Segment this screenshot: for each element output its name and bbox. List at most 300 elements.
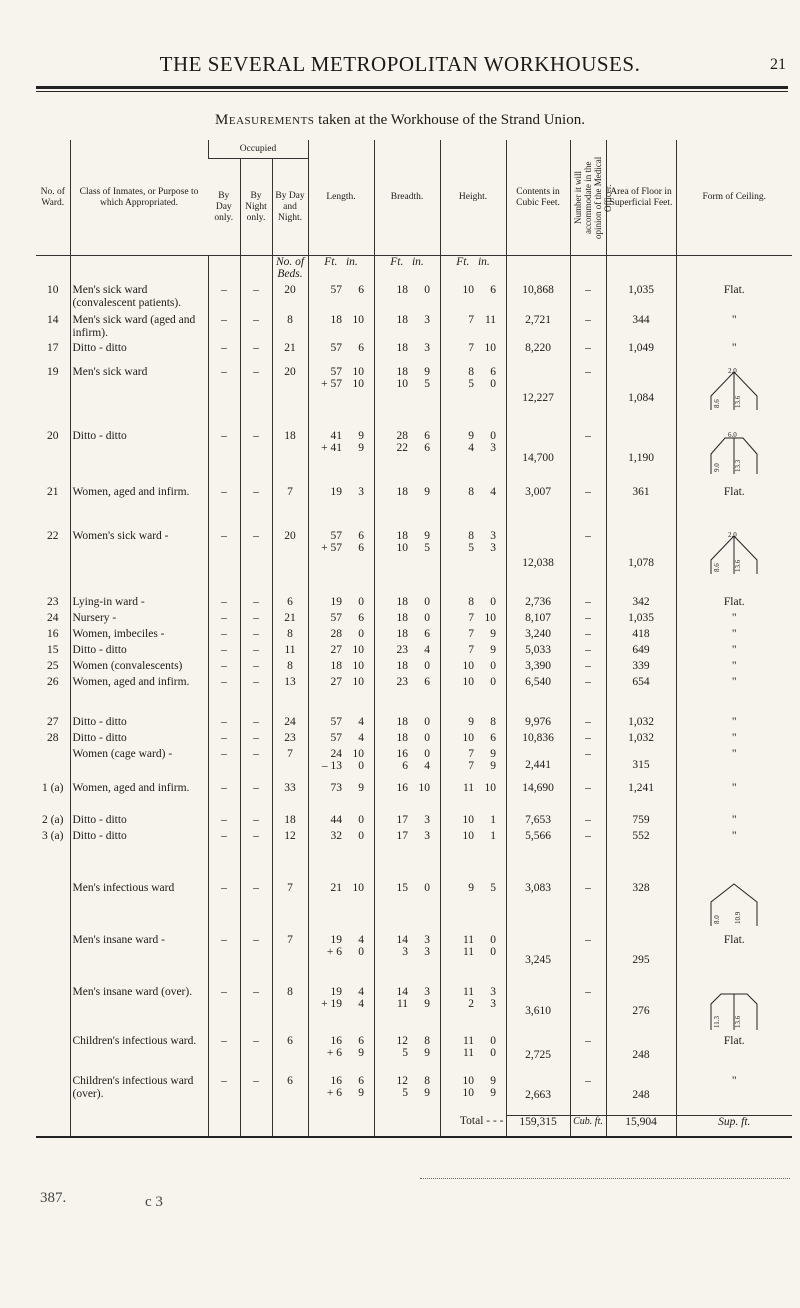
height-line — [443, 660, 504, 672]
length-line — [311, 542, 372, 554]
length — [308, 660, 374, 676]
height — [440, 830, 506, 882]
breadth-line — [377, 814, 438, 826]
footer-folio: 387. — [40, 1190, 67, 1206]
height-in: 9 — [490, 760, 497, 772]
accommodate-number: – — [570, 284, 606, 314]
floor-area: 248 — [606, 1035, 676, 1075]
ward-number — [36, 882, 70, 934]
caption-smallcaps: Measurements — [215, 112, 315, 128]
total-area: 15,904 — [606, 1115, 676, 1137]
breadth-ft: 14 — [396, 986, 409, 998]
length-in: 4 — [358, 732, 365, 744]
accommodate-number: – — [570, 1075, 606, 1115]
by-night: – — [240, 430, 272, 486]
length-line — [311, 760, 372, 772]
by-night: – — [240, 628, 272, 644]
by-day: – — [208, 676, 240, 716]
breadth-line — [377, 530, 438, 542]
by-night: – — [240, 1075, 272, 1115]
height-in: 3 — [490, 998, 497, 1010]
length — [308, 748, 374, 782]
length-ft: + 6 — [326, 946, 343, 958]
length-in: 6 — [358, 1075, 365, 1087]
height-in: 6 — [490, 732, 497, 744]
by-night: – — [240, 676, 272, 716]
breadth — [374, 644, 440, 660]
accommodate-number: – — [570, 716, 606, 732]
ward-number — [36, 1075, 70, 1115]
by-night: – — [240, 732, 272, 748]
breadth-ft: 18 — [396, 314, 409, 326]
length — [308, 430, 374, 486]
accommodate-number: – — [570, 986, 606, 1035]
height-in: 10 — [484, 342, 497, 354]
height-ft: 7 — [468, 612, 475, 624]
floor-area: 339 — [606, 660, 676, 676]
beds: 12 — [272, 830, 308, 882]
length-line — [311, 830, 372, 842]
by-night: – — [240, 748, 272, 782]
height-line — [443, 716, 504, 728]
beds: 7 — [272, 748, 308, 782]
figure-top-label: 2.0 — [728, 367, 738, 375]
height-line — [443, 612, 504, 624]
height-line — [443, 760, 504, 772]
col-area: Area of Floor in Superficial Feet. — [606, 140, 676, 256]
length — [308, 830, 374, 882]
height-line — [443, 596, 504, 608]
by-night: – — [240, 366, 272, 430]
length-line — [311, 986, 372, 998]
floor-area: 315 — [606, 748, 676, 782]
height — [440, 782, 506, 814]
breadth-line — [377, 1035, 438, 1047]
breadth-line — [377, 644, 438, 656]
breadth-in: 9 — [424, 366, 431, 378]
breadth-ft: 23 — [396, 676, 409, 688]
length-line — [311, 814, 372, 826]
height-in: 1 — [490, 830, 497, 842]
breadth-line — [377, 1075, 438, 1087]
table-row — [36, 1035, 792, 1075]
beds: 6 — [272, 596, 308, 612]
table-row — [36, 342, 792, 366]
breadth — [374, 716, 440, 732]
breadth-line — [377, 748, 438, 760]
length-ft: 16 — [330, 1075, 343, 1087]
accommodate-number: – — [570, 644, 606, 660]
ceiling-form: " — [676, 1075, 792, 1115]
total-contents: 159,315 — [506, 1115, 570, 1137]
contents: 3,245 — [506, 934, 570, 986]
length-ft: + 6 — [326, 1047, 343, 1059]
height-in: 8 — [490, 716, 497, 728]
col-contents: Contents in Cubic Feet. — [506, 140, 570, 256]
length — [308, 644, 374, 660]
length-in: 4 — [358, 986, 365, 998]
inmate-class: Men's sick ward (convalescent patients). — [70, 284, 208, 314]
length-ft: 57 — [330, 342, 343, 354]
breadth-line — [377, 486, 438, 498]
accommodate-number: – — [570, 314, 606, 342]
breadth-ft: 18 — [396, 342, 409, 354]
height-line — [443, 782, 504, 794]
length-line — [311, 284, 372, 296]
floor-area: 361 — [606, 486, 676, 530]
height-line — [443, 1047, 504, 1059]
breadth-line — [377, 660, 438, 672]
breadth-ft: 12 — [396, 1075, 409, 1087]
height-in: 6 — [490, 366, 497, 378]
length-in: 9 — [358, 782, 365, 794]
accommodate-number: – — [570, 628, 606, 644]
ward-number: 2 (a) — [42, 814, 64, 826]
length-ft: + 57 — [321, 378, 343, 390]
inmate-class: Men's sick ward (aged and infirm). — [70, 314, 208, 342]
height-ft: 7 — [468, 748, 475, 760]
length — [308, 342, 374, 366]
length-in: 4 — [358, 998, 365, 1010]
breadth — [374, 596, 440, 612]
by-night: – — [240, 284, 272, 314]
length-in: 6 — [358, 284, 365, 296]
inmate-class: Ditto - ditto — [70, 342, 208, 366]
height-ft: 9 — [468, 882, 475, 894]
breadth-line — [377, 430, 438, 442]
height-line — [443, 378, 504, 390]
length — [308, 366, 374, 430]
length — [308, 986, 374, 1035]
length-in: 9 — [358, 442, 365, 454]
by-day: – — [208, 314, 240, 342]
ward-number: 25 — [47, 660, 59, 672]
height-in: 9 — [490, 644, 497, 656]
breadth-line — [377, 366, 438, 378]
floor-area: 344 — [606, 314, 676, 342]
ceiling-profile-figure — [707, 530, 761, 576]
height-ft: 8 — [468, 530, 475, 542]
accommodate-number: – — [570, 530, 606, 596]
inmate-class: Nursery - — [70, 612, 208, 628]
beds: 8 — [272, 314, 308, 342]
height — [440, 660, 506, 676]
length-line — [311, 732, 372, 744]
height — [440, 284, 506, 314]
breadth-in: 0 — [424, 748, 431, 760]
figure-left-label: 8.0 — [713, 915, 722, 924]
length-ft: 19 — [330, 486, 343, 498]
table-row — [36, 1075, 792, 1115]
units-row — [36, 256, 792, 285]
accommodate-number: – — [570, 782, 606, 814]
height-ft: 7 — [468, 760, 475, 772]
beds: 23 — [272, 732, 308, 748]
beds: 7 — [272, 486, 308, 530]
breadth-line — [377, 676, 438, 688]
ceiling-form — [676, 430, 792, 486]
breadth-in: 0 — [424, 612, 431, 624]
height-ft: 7 — [468, 314, 475, 326]
breadth-line — [377, 342, 438, 354]
length-line — [311, 644, 372, 656]
beds: 18 — [272, 430, 308, 486]
unit-length: Ft. in. — [308, 256, 374, 285]
by-day: – — [208, 934, 240, 986]
height — [440, 1035, 506, 1075]
length-in: 9 — [358, 1047, 365, 1059]
breadth — [374, 782, 440, 814]
beds: 24 — [272, 716, 308, 732]
height-in: 3 — [490, 986, 497, 998]
height-in: 3 — [490, 442, 497, 454]
col-number-text: Number it will accommodate in the opinion of the Medical Officer. — [572, 156, 613, 239]
by-day: – — [208, 732, 240, 748]
floor-area: 1,241 — [606, 782, 676, 814]
figure-right-label: 13.6 — [734, 395, 743, 408]
ceiling-form: " — [676, 314, 792, 342]
ward-number: 21 — [47, 486, 59, 498]
by-night: – — [240, 882, 272, 934]
height-ft: 11 — [462, 934, 475, 946]
unit-breadth: Ft. in. — [374, 256, 440, 285]
ceiling-form: " — [676, 628, 792, 644]
inmate-class: Women (convalescents) — [70, 660, 208, 676]
length-ft: 18 — [330, 660, 343, 672]
length-in: 9 — [358, 430, 365, 442]
ceiling-form: Flat. — [676, 596, 792, 612]
breadth-in: 3 — [424, 342, 431, 354]
ward-number: 16 — [47, 628, 59, 640]
height-line — [443, 314, 504, 326]
breadth-ft: 3 — [402, 946, 409, 958]
height — [440, 732, 506, 748]
contents: 3,240 — [506, 628, 570, 644]
breadth — [374, 486, 440, 530]
length-in: 10 — [352, 660, 365, 672]
length-line — [311, 378, 372, 390]
accommodate-number: – — [570, 342, 606, 366]
height-line — [443, 986, 504, 998]
by-night: – — [240, 530, 272, 596]
breadth-ft: 18 — [396, 596, 409, 608]
by-day: – — [208, 628, 240, 644]
ward-number: 24 — [47, 612, 59, 624]
ceiling-profile-figure — [707, 366, 761, 412]
breadth-line — [377, 596, 438, 608]
by-day: – — [208, 716, 240, 732]
length-in: 3 — [358, 486, 365, 498]
breadth-in: 3 — [424, 986, 431, 998]
floor-area: 1,078 — [606, 530, 676, 596]
breadth-in: 3 — [424, 814, 431, 826]
breadth — [374, 430, 440, 486]
breadth-line — [377, 998, 438, 1010]
height-in: 4 — [490, 486, 497, 498]
breadth — [374, 934, 440, 986]
length-in: 0 — [358, 596, 365, 608]
height — [440, 596, 506, 612]
contents: 3,083 — [506, 882, 570, 934]
contents: 8,220 — [506, 342, 570, 366]
height-line — [443, 998, 504, 1010]
height-ft: 11 — [462, 986, 475, 998]
height — [440, 1075, 506, 1115]
breadth — [374, 814, 440, 830]
ceiling-form — [676, 986, 792, 1035]
length — [308, 732, 374, 748]
ceiling-form: " — [676, 814, 792, 830]
height-line — [443, 628, 504, 640]
height-ft: 5 — [468, 542, 475, 554]
ceiling-form — [676, 530, 792, 596]
breadth-ft: 17 — [396, 830, 409, 842]
beds: 21 — [272, 342, 308, 366]
length-line — [311, 314, 372, 326]
length-in: 0 — [358, 814, 365, 826]
breadth-ft: 28 — [396, 430, 409, 442]
height-ft: 10 — [462, 1075, 475, 1087]
floor-area: 248 — [606, 1075, 676, 1115]
col-form: Form of Ceiling. — [676, 140, 792, 256]
beds: 7 — [272, 882, 308, 934]
contents: 12,227 — [506, 366, 570, 430]
by-day: – — [208, 748, 240, 782]
length-line — [311, 442, 372, 454]
length-ft: + 41 — [321, 442, 343, 454]
contents: 7,653 — [506, 814, 570, 830]
length-in: 10 — [352, 366, 365, 378]
height-ft: 8 — [468, 486, 475, 498]
contents: 2,736 — [506, 596, 570, 612]
height — [440, 934, 506, 986]
breadth-ft: 14 — [396, 934, 409, 946]
length-line — [311, 998, 372, 1010]
accommodate-number: – — [570, 430, 606, 486]
unit-beds: No. of Beds. — [272, 256, 308, 285]
contents: 5,566 — [506, 830, 570, 882]
length-in: 0 — [358, 628, 365, 640]
by-day: – — [208, 430, 240, 486]
height-ft: 11 — [462, 1047, 475, 1059]
beds: 7 — [272, 934, 308, 986]
accommodate-number: – — [570, 748, 606, 782]
height — [440, 486, 506, 530]
breadth-in: 0 — [424, 732, 431, 744]
breadth — [374, 612, 440, 628]
breadth-in: 9 — [424, 998, 431, 1010]
ward-number: 1 (a) — [42, 782, 64, 794]
ceiling-form: " — [676, 612, 792, 628]
figure-left-label: 8.6 — [713, 399, 722, 408]
floor-area: 1,035 — [606, 284, 676, 314]
figure-right-label: 13.6 — [734, 1015, 743, 1028]
ceiling-profile-figure — [707, 430, 761, 476]
contents: 2,441 — [506, 748, 570, 782]
by-night: – — [240, 1035, 272, 1075]
breadth-line — [377, 760, 438, 772]
breadth-line — [377, 986, 438, 998]
contents: 10,868 — [506, 284, 570, 314]
length-ft: 24 — [330, 748, 343, 760]
height-line — [443, 644, 504, 656]
breadth-ft: 18 — [396, 530, 409, 542]
floor-area: 552 — [606, 830, 676, 882]
breadth-line — [377, 1047, 438, 1059]
height-line — [443, 814, 504, 826]
breadth — [374, 1075, 440, 1115]
length-line — [311, 596, 372, 608]
height-in: 0 — [490, 660, 497, 672]
length-line — [311, 530, 372, 542]
breadth — [374, 314, 440, 342]
ceiling-form: " — [676, 732, 792, 748]
height — [440, 628, 506, 644]
contents: 14,690 — [506, 782, 570, 814]
length — [308, 782, 374, 814]
ceiling-form: " — [676, 676, 792, 716]
contents: 9,976 — [506, 716, 570, 732]
dotted-rule — [420, 1178, 790, 1179]
length — [308, 486, 374, 530]
by-day: – — [208, 366, 240, 430]
height-line — [443, 1075, 504, 1087]
height-line — [443, 1087, 504, 1099]
inmate-class: Women, aged and infirm. — [70, 676, 208, 716]
breadth-ft: 18 — [396, 284, 409, 296]
breadth-in: 3 — [424, 934, 431, 946]
col-by-night: By Night only. — [240, 159, 272, 256]
length — [308, 934, 374, 986]
breadth-in: 3 — [424, 830, 431, 842]
height-in: 9 — [490, 1087, 497, 1099]
ward-number: 26 — [47, 676, 59, 688]
height — [440, 366, 506, 430]
height — [440, 986, 506, 1035]
accommodate-number: – — [570, 486, 606, 530]
height — [440, 314, 506, 342]
length-in: 10 — [352, 644, 365, 656]
breadth-ft: 16 — [396, 782, 409, 794]
breadth-in: 5 — [424, 378, 431, 390]
length-ft: 19 — [330, 986, 343, 998]
ceiling-form: Flat. — [676, 934, 792, 986]
height-in: 5 — [490, 882, 497, 894]
height-ft: 11 — [462, 782, 475, 794]
breadth — [374, 1035, 440, 1075]
breadth-in: 4 — [424, 644, 431, 656]
col-occupied: Occupied — [208, 140, 308, 159]
ward-number: 22 — [47, 530, 59, 542]
col-by-day: By Day only. — [208, 159, 240, 256]
height-line — [443, 830, 504, 842]
table-row — [36, 314, 792, 342]
breadth-ft: 18 — [396, 612, 409, 624]
breadth-line — [377, 782, 438, 794]
inmate-class: Men's insane ward - — [70, 934, 208, 986]
table-row — [36, 986, 792, 1035]
by-night: – — [240, 934, 272, 986]
ceiling-form: " — [676, 716, 792, 732]
floor-area: 654 — [606, 676, 676, 716]
col-by-day-night: By Day and Night. — [272, 159, 308, 256]
floor-area: 276 — [606, 986, 676, 1035]
ceiling-form: " — [676, 782, 792, 814]
breadth-line — [377, 314, 438, 326]
length-in: 4 — [358, 934, 365, 946]
length-in: 10 — [352, 676, 365, 688]
accommodate-number: – — [570, 660, 606, 676]
